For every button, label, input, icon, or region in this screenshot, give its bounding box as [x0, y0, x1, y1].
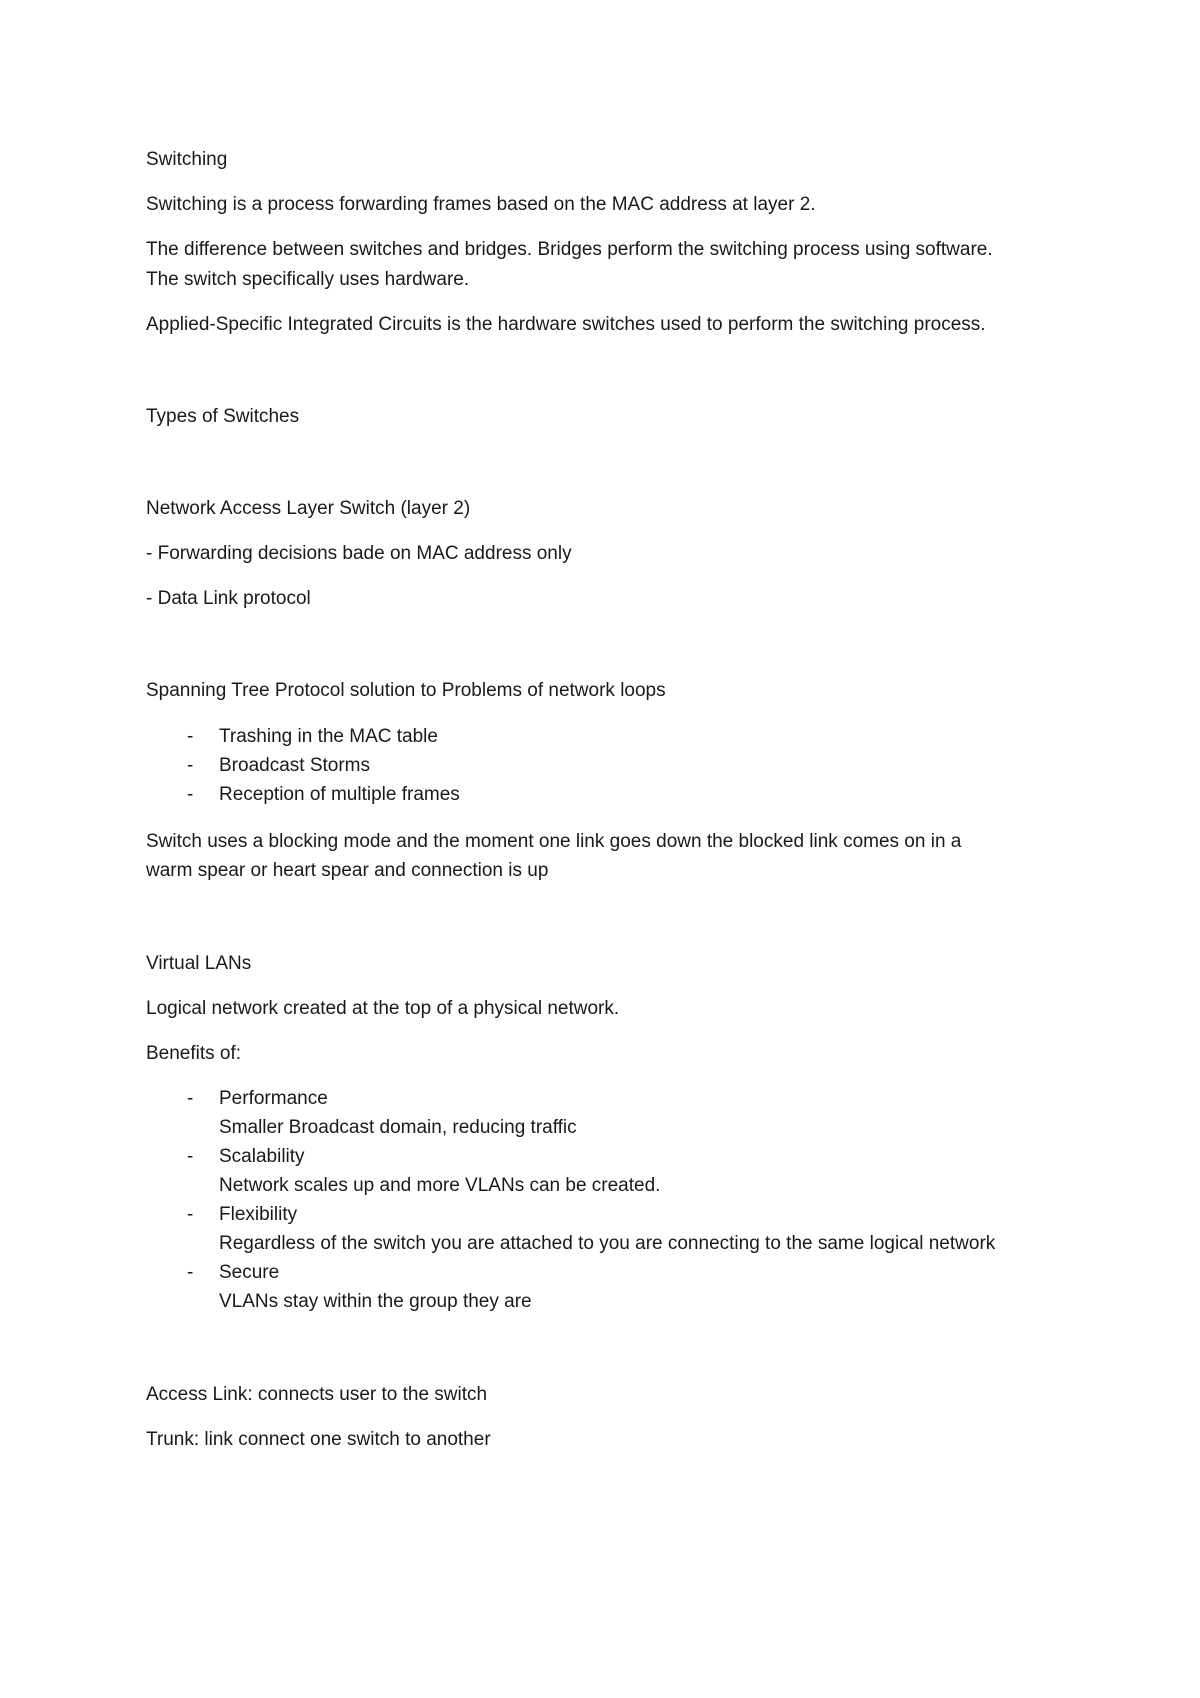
benefit-description: VLANs stay within the group they are: [219, 1291, 532, 1312]
list-dash: -: [187, 1146, 194, 1167]
paragraph-access-link: Access Link: connects user to the switch: [146, 1384, 488, 1405]
heading-virtual-lans: Virtual LANs: [146, 953, 252, 974]
benefit-description: Network scales up and more VLANs can be created.: [219, 1175, 661, 1196]
paragraph-blocking-line-2: warm spear or heart spear and connection is up: [146, 860, 549, 881]
stp-problem-item: Broadcast Storms: [219, 755, 370, 776]
stp-problem-item: Trashing in the MAC table: [219, 726, 438, 747]
list-dash: -: [187, 755, 194, 776]
list-dash: -: [187, 1262, 194, 1283]
benefit-title: Scalability: [219, 1146, 305, 1167]
nal-point: - Data Link protocol: [146, 588, 311, 609]
nal-point: - Forwarding decisions bade on MAC address only: [146, 543, 572, 564]
benefit-title: Flexibility: [219, 1204, 298, 1225]
paragraph-switching-definition: Switching is a process forwarding frames based on the MAC address at layer 2.: [146, 194, 816, 215]
paragraph-trunk: Trunk: link connect one switch to another: [146, 1429, 491, 1450]
paragraph-difference-line-2: The switch specifically uses hardware.: [146, 269, 470, 290]
benefit-description: Smaller Broadcast domain, reducing traffic: [219, 1117, 577, 1138]
benefit-description: Regardless of the switch you are attached to you are connecting to the same logical network: [219, 1233, 996, 1254]
list-dash: -: [187, 1088, 194, 1109]
list-dash: -: [187, 1204, 194, 1225]
list-dash: -: [187, 726, 194, 747]
paragraph-vlan-definition: Logical network created at the top of a physical network.: [146, 998, 620, 1019]
benefit-title: Performance: [219, 1088, 328, 1109]
heading-types-of-switches: Types of Switches: [146, 406, 300, 427]
heading-switching: Switching: [146, 149, 228, 170]
list-dash: -: [187, 784, 194, 805]
paragraph-difference-line-1: The difference between switches and bridges. Bridges perform the switching process using software.: [146, 239, 993, 260]
benefits-label: Benefits of:: [146, 1043, 242, 1064]
heading-spanning-tree: Spanning Tree Protocol solution to Problems of network loops: [146, 680, 666, 701]
paragraph-blocking-line-1: Switch uses a blocking mode and the moment one link goes down the blocked link comes on in a: [146, 831, 962, 852]
stp-problem-item: Reception of multiple frames: [219, 784, 460, 805]
benefit-title: Secure: [219, 1262, 280, 1283]
heading-network-access-layer-switch: Network Access Layer Switch (layer 2): [146, 498, 471, 519]
paragraph-asic: Applied-Specific Integrated Circuits is the hardware switches used to perform the switching process.: [146, 314, 986, 335]
